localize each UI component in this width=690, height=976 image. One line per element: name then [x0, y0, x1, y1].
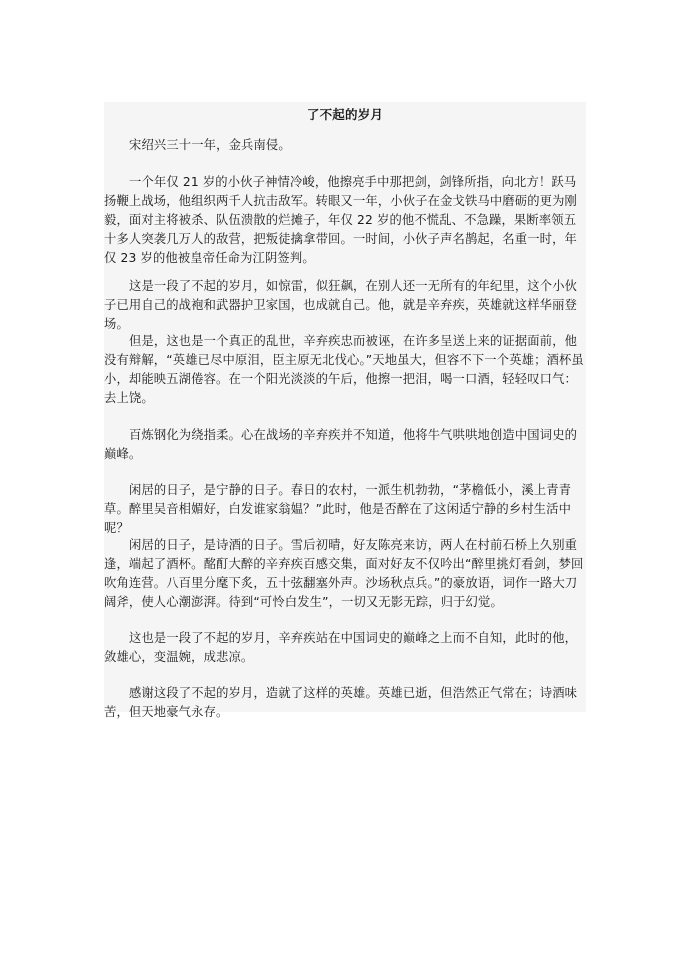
paragraph-6: 闲居的日子，是宁静的日子。春日的农村，一派生机勃勃，“茅檐低小，溪上青青草。醉里吴音相媚好，白发谁家翁媪？”此时，他是否醉在了这闲适宁静的乡村生活中呢？ — [104, 483, 572, 535]
paragraph-9: 感谢这段了不起的岁月，造就了这样的英雄。英雄已逝，但浩然正气常在；诗酒味苦，但天地豪气永存。 — [104, 686, 578, 719]
paragraph-5: 百炼钢化为绕指柔。心在战场的辛弃疾并不知道，他将牛气哄哄地创造中国词史的巅峰。 — [104, 428, 578, 461]
paragraph-8: 这也是一段了不起的岁月，辛弃疾站在中国词史的巅峰之上而不自知，此时的他，敛雄心，变温婉，成悲凉。 — [104, 631, 578, 664]
article-title: 了不起的岁月 — [306, 107, 384, 122]
paragraph-1: 宋绍兴三十一年，金兵南侵。 — [129, 138, 291, 152]
paragraph-4: 但是，这也是一个真正的乱世，辛弃疾忠而被诬，在许多呈送上来的证据面前，他没有辩解，“英雄已尽中原泪，臣主原无北伐心。”天地虽大，但容不下一个英雄；酒杯虽小，却能映五湖倦容。在一个阳光淡淡的午后，他擦一把泪，喝一口酒，轻轻叹口气：去上饶。 — [104, 334, 584, 405]
paragraph-3: 这是一段了不起的岁月，如惊雷，似狂飙，在别人还一无所有的年纪里，这个小伙子已用自己的战袍和武器护卫家国，也成就自己。他，就是辛弃疾，英雄就这样华丽登场。 — [104, 279, 578, 331]
paragraph-7: 闲居的日子，是诗酒的日子。雪后初晴，好友陈亮来访，两人在村前石桥上久别重逢，端起了酒杯。酩酊大醉的辛弃疾百感交集，面对好友不仅吟出“醉里挑灯看剑，梦回吹角连营。八百里分麾下炙，五十弦翻塞外声。沙场秋点兵。”的豪放语，词作一路大刀阔斧，使人心潮澎湃。待到“可怜白发生”，一切又无影无踪，归于幻觉。 — [104, 538, 584, 609]
article-panel — [104, 102, 586, 719]
paragraph-2: 一个年仅 21 岁的小伙子神情冷峻，他擦亮手中那把剑，剑锋所指，向北方！跃马扬鞭上战场，他组织两千人抗击敌军。转眼又一年，小伙子在金戈铁马中磨砺的更为刚毅，面对主将被杀、队伍溃散的烂摊子，年仅 22 岁的他不慌乱、不急躁，果断率领五十多人突袭几万人的敌营，把叛徒擒拿带回。一时间，小伙子声名鹊起，名重一时，年仅 23 岁的他被皇帝任命为江阴签判。 — [104, 175, 577, 265]
